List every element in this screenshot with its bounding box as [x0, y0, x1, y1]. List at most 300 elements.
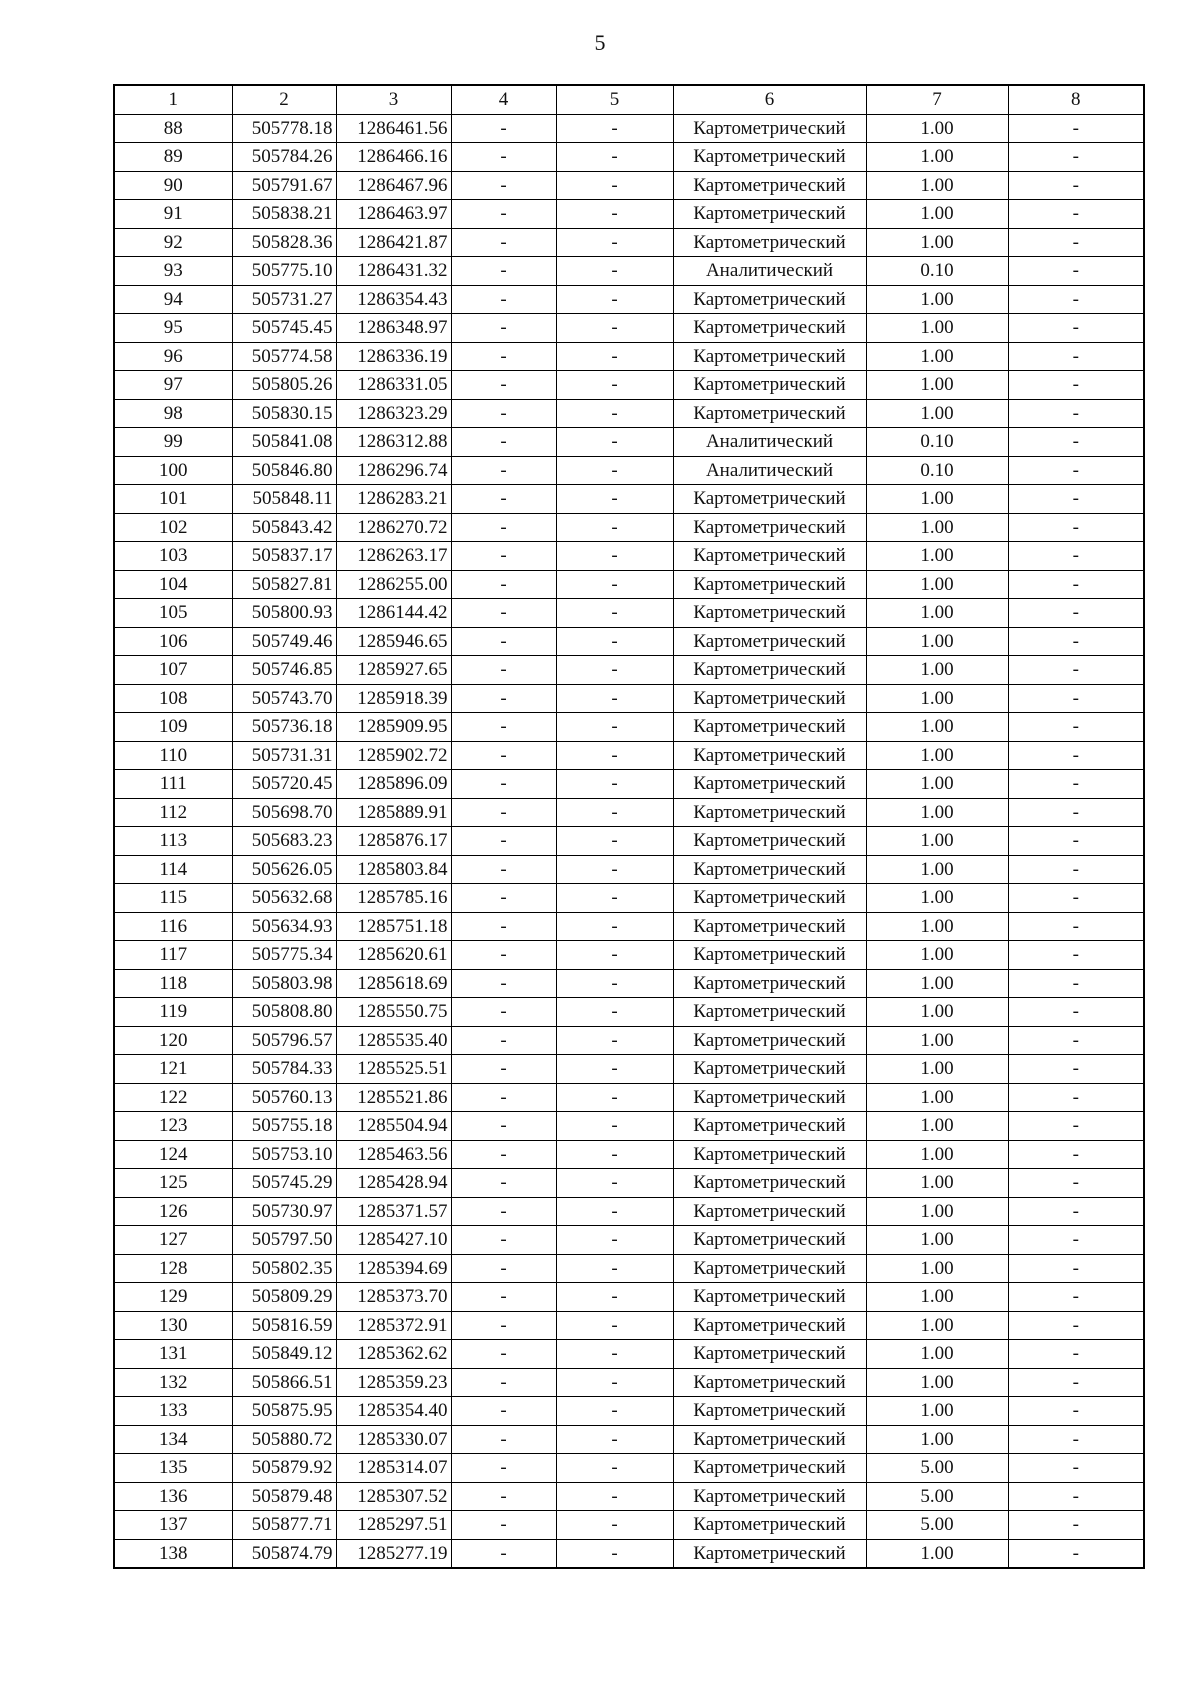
cell-col-4: - [451, 371, 556, 400]
cell-point-number: 130 [114, 1311, 232, 1340]
cell-accuracy: 1.00 [866, 399, 1008, 428]
cell-x-coordinate: 505775.10 [232, 257, 336, 286]
cell-y-coordinate: 1285463.56 [336, 1140, 451, 1169]
cell-x-coordinate: 505809.29 [232, 1283, 336, 1312]
cell-col-8: - [1008, 741, 1144, 770]
cell-method: Картометрический [673, 713, 866, 742]
cell-col-8: - [1008, 1083, 1144, 1112]
cell-y-coordinate: 1285504.94 [336, 1112, 451, 1141]
cell-x-coordinate: 505683.23 [232, 827, 336, 856]
cell-point-number: 122 [114, 1083, 232, 1112]
cell-y-coordinate: 1286255.00 [336, 570, 451, 599]
cell-accuracy: 1.00 [866, 228, 1008, 257]
cell-method: Картометрический [673, 1368, 866, 1397]
cell-col-4: - [451, 114, 556, 143]
table-row [114, 513, 1144, 542]
cell-point-number: 103 [114, 542, 232, 571]
cell-col-5: - [556, 770, 673, 799]
cell-accuracy: 1.00 [866, 1055, 1008, 1084]
cell-col-5: - [556, 1254, 673, 1283]
cell-y-coordinate: 1285371.57 [336, 1197, 451, 1226]
cell-x-coordinate: 505774.58 [232, 342, 336, 371]
cell-x-coordinate: 505731.31 [232, 741, 336, 770]
cell-y-coordinate: 1285277.19 [336, 1539, 451, 1568]
cell-point-number: 113 [114, 827, 232, 856]
cell-method: Картометрический [673, 542, 866, 571]
cell-col-5: - [556, 1539, 673, 1568]
cell-x-coordinate: 505838.21 [232, 200, 336, 229]
cell-col-8: - [1008, 314, 1144, 343]
cell-col-5: - [556, 1368, 673, 1397]
cell-x-coordinate: 505784.26 [232, 143, 336, 172]
cell-col-4: - [451, 257, 556, 286]
table-row [114, 399, 1144, 428]
cell-x-coordinate: 505800.93 [232, 599, 336, 628]
cell-x-coordinate: 505745.45 [232, 314, 336, 343]
cell-y-coordinate: 1286461.56 [336, 114, 451, 143]
cell-y-coordinate: 1286296.74 [336, 456, 451, 485]
cell-point-number: 125 [114, 1169, 232, 1198]
table-row [114, 171, 1144, 200]
table-row [114, 656, 1144, 685]
cell-col-4: - [451, 456, 556, 485]
cell-col-8: - [1008, 114, 1144, 143]
table-row [114, 1055, 1144, 1084]
cell-col-8: - [1008, 542, 1144, 571]
cell-col-5: - [556, 1311, 673, 1340]
cell-point-number: 109 [114, 713, 232, 742]
cell-accuracy: 1.00 [866, 171, 1008, 200]
cell-x-coordinate: 505805.26 [232, 371, 336, 400]
cell-x-coordinate: 505730.97 [232, 1197, 336, 1226]
cell-point-number: 133 [114, 1397, 232, 1426]
cell-accuracy: 1.00 [866, 1197, 1008, 1226]
cell-accuracy: 1.00 [866, 770, 1008, 799]
cell-y-coordinate: 1286270.72 [336, 513, 451, 542]
cell-col-5: - [556, 570, 673, 599]
cell-accuracy: 1.00 [866, 1226, 1008, 1255]
table-row [114, 143, 1144, 172]
cell-col-8: - [1008, 171, 1144, 200]
cell-col-8: - [1008, 342, 1144, 371]
cell-y-coordinate: 1286263.17 [336, 542, 451, 571]
cell-col-5: - [556, 114, 673, 143]
cell-col-4: - [451, 656, 556, 685]
cell-method: Картометрический [673, 114, 866, 143]
cell-col-8: - [1008, 1140, 1144, 1169]
cell-accuracy: 1.00 [866, 1425, 1008, 1454]
cell-x-coordinate: 505848.11 [232, 485, 336, 514]
cell-accuracy: 1.00 [866, 1397, 1008, 1426]
cell-col-8: - [1008, 1511, 1144, 1540]
table-row [114, 570, 1144, 599]
cell-col-5: - [556, 228, 673, 257]
cell-accuracy: 1.00 [866, 969, 1008, 998]
cell-point-number: 95 [114, 314, 232, 343]
table-row [114, 485, 1144, 514]
cell-method: Картометрический [673, 684, 866, 713]
cell-col-8: - [1008, 599, 1144, 628]
cell-accuracy: 5.00 [866, 1482, 1008, 1511]
table-row [114, 1140, 1144, 1169]
table-row [114, 342, 1144, 371]
cell-accuracy: 1.00 [866, 542, 1008, 571]
cell-point-number: 107 [114, 656, 232, 685]
cell-accuracy: 1.00 [866, 1169, 1008, 1198]
cell-method: Картометрический [673, 399, 866, 428]
cell-point-number: 105 [114, 599, 232, 628]
cell-x-coordinate: 505746.85 [232, 656, 336, 685]
cell-point-number: 137 [114, 1511, 232, 1540]
cell-col-4: - [451, 1169, 556, 1198]
cell-x-coordinate: 505778.18 [232, 114, 336, 143]
cell-point-number: 131 [114, 1340, 232, 1369]
cell-col-8: - [1008, 285, 1144, 314]
cell-x-coordinate: 505753.10 [232, 1140, 336, 1169]
cell-col-5: - [556, 1197, 673, 1226]
cell-method: Картометрический [673, 171, 866, 200]
table-row [114, 1539, 1144, 1568]
cell-col-4: - [451, 1311, 556, 1340]
cell-y-coordinate: 1285330.07 [336, 1425, 451, 1454]
cell-accuracy: 1.00 [866, 884, 1008, 913]
cell-x-coordinate: 505698.70 [232, 798, 336, 827]
cell-method: Картометрический [673, 884, 866, 913]
table-row [114, 684, 1144, 713]
cell-method: Картометрический [673, 1511, 866, 1540]
cell-col-8: - [1008, 912, 1144, 941]
cell-point-number: 138 [114, 1539, 232, 1568]
cell-point-number: 91 [114, 200, 232, 229]
table-row [114, 827, 1144, 856]
cell-method: Картометрический [673, 1397, 866, 1426]
cell-point-number: 135 [114, 1454, 232, 1483]
cell-point-number: 136 [114, 1482, 232, 1511]
cell-method: Картометрический [673, 513, 866, 542]
column-header-1: 1 [114, 85, 232, 114]
column-header-4: 4 [451, 85, 556, 114]
cell-col-5: - [556, 998, 673, 1027]
column-header-2: 2 [232, 85, 336, 114]
cell-col-4: - [451, 1026, 556, 1055]
cell-accuracy: 5.00 [866, 1454, 1008, 1483]
cell-x-coordinate: 505880.72 [232, 1425, 336, 1454]
table-row [114, 1169, 1144, 1198]
cell-point-number: 114 [114, 855, 232, 884]
cell-y-coordinate: 1286348.97 [336, 314, 451, 343]
cell-col-4: - [451, 741, 556, 770]
cell-y-coordinate: 1285946.65 [336, 627, 451, 656]
table-row [114, 1254, 1144, 1283]
cell-accuracy: 1.00 [866, 1368, 1008, 1397]
cell-point-number: 88 [114, 114, 232, 143]
cell-col-4: - [451, 143, 556, 172]
cell-col-5: - [556, 513, 673, 542]
cell-y-coordinate: 1286354.43 [336, 285, 451, 314]
cell-col-8: - [1008, 371, 1144, 400]
cell-col-4: - [451, 941, 556, 970]
table-row [114, 285, 1144, 314]
cell-x-coordinate: 505626.05 [232, 855, 336, 884]
cell-x-coordinate: 505877.71 [232, 1511, 336, 1540]
cell-method: Картометрический [673, 485, 866, 514]
cell-y-coordinate: 1285521.86 [336, 1083, 451, 1112]
cell-accuracy: 1.00 [866, 1140, 1008, 1169]
cell-y-coordinate: 1285535.40 [336, 1026, 451, 1055]
table-header-row [114, 85, 1144, 114]
cell-col-5: - [556, 627, 673, 656]
cell-col-5: - [556, 1169, 673, 1198]
cell-accuracy: 1.00 [866, 656, 1008, 685]
cell-col-4: - [451, 1425, 556, 1454]
table-row [114, 969, 1144, 998]
table-row [114, 542, 1144, 571]
table-row [114, 1425, 1144, 1454]
cell-col-4: - [451, 399, 556, 428]
cell-col-4: - [451, 485, 556, 514]
cell-method: Картометрический [673, 770, 866, 799]
table-row [114, 114, 1144, 143]
cell-col-4: - [451, 969, 556, 998]
cell-method: Картометрический [673, 912, 866, 941]
cell-col-5: - [556, 542, 673, 571]
cell-method: Картометрический [673, 1425, 866, 1454]
cell-method: Картометрический [673, 570, 866, 599]
cell-col-4: - [451, 1511, 556, 1540]
coordinates-table [113, 84, 1145, 1569]
cell-col-8: - [1008, 456, 1144, 485]
cell-accuracy: 1.00 [866, 1254, 1008, 1283]
cell-accuracy: 1.00 [866, 855, 1008, 884]
cell-accuracy: 1.00 [866, 1112, 1008, 1141]
cell-x-coordinate: 505743.70 [232, 684, 336, 713]
cell-col-4: - [451, 798, 556, 827]
cell-col-8: - [1008, 998, 1144, 1027]
cell-col-8: - [1008, 1539, 1144, 1568]
cell-col-8: - [1008, 1197, 1144, 1226]
cell-method: Картометрический [673, 285, 866, 314]
cell-point-number: 115 [114, 884, 232, 913]
cell-col-8: - [1008, 969, 1144, 998]
table-row [114, 1197, 1144, 1226]
cell-accuracy: 1.00 [866, 941, 1008, 970]
cell-y-coordinate: 1285918.39 [336, 684, 451, 713]
table-row [114, 1026, 1144, 1055]
cell-point-number: 96 [114, 342, 232, 371]
cell-accuracy: 1.00 [866, 285, 1008, 314]
cell-method: Картометрический [673, 1311, 866, 1340]
cell-col-5: - [556, 485, 673, 514]
cell-col-4: - [451, 884, 556, 913]
cell-accuracy: 1.00 [866, 741, 1008, 770]
cell-method: Картометрический [673, 371, 866, 400]
cell-x-coordinate: 505745.29 [232, 1169, 336, 1198]
cell-y-coordinate: 1286421.87 [336, 228, 451, 257]
cell-method: Картометрический [673, 1026, 866, 1055]
table-row [114, 1283, 1144, 1312]
cell-accuracy: 1.00 [866, 570, 1008, 599]
cell-method: Картометрический [673, 1539, 866, 1568]
cell-col-5: - [556, 143, 673, 172]
cell-y-coordinate: 1286331.05 [336, 371, 451, 400]
cell-method: Картометрический [673, 342, 866, 371]
cell-method: Картометрический [673, 1283, 866, 1312]
cell-x-coordinate: 505749.46 [232, 627, 336, 656]
cell-method: Картометрический [673, 627, 866, 656]
cell-method: Картометрический [673, 1055, 866, 1084]
cell-col-4: - [451, 1055, 556, 1084]
table-row [114, 884, 1144, 913]
cell-point-number: 124 [114, 1140, 232, 1169]
cell-col-4: - [451, 1340, 556, 1369]
cell-col-4: - [451, 684, 556, 713]
table-row [114, 1511, 1144, 1540]
cell-col-4: - [451, 513, 556, 542]
column-header-7: 7 [866, 85, 1008, 114]
cell-col-5: - [556, 656, 673, 685]
cell-method: Картометрический [673, 1454, 866, 1483]
cell-x-coordinate: 505760.13 [232, 1083, 336, 1112]
cell-y-coordinate: 1285889.91 [336, 798, 451, 827]
cell-accuracy: 1.00 [866, 200, 1008, 229]
cell-x-coordinate: 505816.59 [232, 1311, 336, 1340]
cell-col-5: - [556, 912, 673, 941]
cell-y-coordinate: 1285354.40 [336, 1397, 451, 1426]
cell-point-number: 116 [114, 912, 232, 941]
cell-point-number: 111 [114, 770, 232, 799]
cell-col-4: - [451, 1226, 556, 1255]
cell-col-8: - [1008, 485, 1144, 514]
table-row [114, 1112, 1144, 1141]
cell-col-8: - [1008, 770, 1144, 799]
cell-col-5: - [556, 713, 673, 742]
cell-col-8: - [1008, 884, 1144, 913]
cell-point-number: 104 [114, 570, 232, 599]
cell-col-8: - [1008, 684, 1144, 713]
cell-col-8: - [1008, 1254, 1144, 1283]
table-row [114, 1311, 1144, 1340]
cell-col-5: - [556, 1283, 673, 1312]
table-row [114, 941, 1144, 970]
cell-point-number: 119 [114, 998, 232, 1027]
cell-col-8: - [1008, 1112, 1144, 1141]
cell-point-number: 121 [114, 1055, 232, 1084]
cell-x-coordinate: 505802.35 [232, 1254, 336, 1283]
cell-col-4: - [451, 599, 556, 628]
cell-accuracy: 1.00 [866, 1026, 1008, 1055]
cell-point-number: 117 [114, 941, 232, 970]
cell-accuracy: 5.00 [866, 1511, 1008, 1540]
cell-accuracy: 1.00 [866, 342, 1008, 371]
cell-col-4: - [451, 1197, 556, 1226]
cell-point-number: 99 [114, 428, 232, 457]
cell-method: Аналитический [673, 428, 866, 457]
cell-x-coordinate: 505808.80 [232, 998, 336, 1027]
cell-col-5: - [556, 798, 673, 827]
cell-col-8: - [1008, 1340, 1144, 1369]
cell-point-number: 106 [114, 627, 232, 656]
cell-y-coordinate: 1286312.88 [336, 428, 451, 457]
cell-col-8: - [1008, 1425, 1144, 1454]
cell-y-coordinate: 1286463.97 [336, 200, 451, 229]
cell-point-number: 100 [114, 456, 232, 485]
cell-col-8: - [1008, 399, 1144, 428]
table-row [114, 228, 1144, 257]
cell-col-5: - [556, 314, 673, 343]
cell-accuracy: 1.00 [866, 114, 1008, 143]
cell-y-coordinate: 1285372.91 [336, 1311, 451, 1340]
cell-x-coordinate: 505866.51 [232, 1368, 336, 1397]
cell-y-coordinate: 1285896.09 [336, 770, 451, 799]
cell-col-5: - [556, 969, 673, 998]
cell-method: Картометрический [673, 969, 866, 998]
cell-col-8: - [1008, 1169, 1144, 1198]
table-row [114, 257, 1144, 286]
cell-col-8: - [1008, 713, 1144, 742]
cell-col-4: - [451, 912, 556, 941]
cell-x-coordinate: 505796.57 [232, 1026, 336, 1055]
cell-col-8: - [1008, 798, 1144, 827]
cell-accuracy: 1.00 [866, 827, 1008, 856]
cell-point-number: 127 [114, 1226, 232, 1255]
cell-method: Картометрический [673, 143, 866, 172]
cell-x-coordinate: 505828.36 [232, 228, 336, 257]
cell-col-8: - [1008, 1454, 1144, 1483]
cell-accuracy: 1.00 [866, 713, 1008, 742]
cell-y-coordinate: 1285427.10 [336, 1226, 451, 1255]
cell-x-coordinate: 505791.67 [232, 171, 336, 200]
cell-y-coordinate: 1285307.52 [336, 1482, 451, 1511]
cell-y-coordinate: 1285927.65 [336, 656, 451, 685]
cell-col-8: - [1008, 1368, 1144, 1397]
cell-point-number: 129 [114, 1283, 232, 1312]
cell-y-coordinate: 1286336.19 [336, 342, 451, 371]
cell-col-5: - [556, 1140, 673, 1169]
cell-col-8: - [1008, 570, 1144, 599]
cell-x-coordinate: 505632.68 [232, 884, 336, 913]
table-row [114, 1083, 1144, 1112]
cell-method: Картометрический [673, 228, 866, 257]
cell-method: Картометрический [673, 855, 866, 884]
cell-col-5: - [556, 1026, 673, 1055]
table-row [114, 1397, 1144, 1426]
cell-col-5: - [556, 741, 673, 770]
cell-col-4: - [451, 770, 556, 799]
table-row [114, 428, 1144, 457]
cell-col-5: - [556, 1454, 673, 1483]
cell-col-8: - [1008, 941, 1144, 970]
cell-col-8: - [1008, 855, 1144, 884]
cell-method: Картометрический [673, 1340, 866, 1369]
cell-col-4: - [451, 1539, 556, 1568]
cell-x-coordinate: 505775.34 [232, 941, 336, 970]
cell-col-5: - [556, 1425, 673, 1454]
cell-col-5: - [556, 1511, 673, 1540]
cell-method: Картометрический [673, 656, 866, 685]
cell-col-5: - [556, 1226, 673, 1255]
cell-accuracy: 1.00 [866, 1083, 1008, 1112]
cell-accuracy: 1.00 [866, 798, 1008, 827]
table-row [114, 371, 1144, 400]
cell-accuracy: 1.00 [866, 627, 1008, 656]
cell-point-number: 101 [114, 485, 232, 514]
cell-x-coordinate: 505875.95 [232, 1397, 336, 1426]
cell-col-4: - [451, 314, 556, 343]
cell-y-coordinate: 1286466.16 [336, 143, 451, 172]
cell-method: Картометрический [673, 941, 866, 970]
cell-y-coordinate: 1286144.42 [336, 599, 451, 628]
page-number: 5 [594, 30, 606, 55]
